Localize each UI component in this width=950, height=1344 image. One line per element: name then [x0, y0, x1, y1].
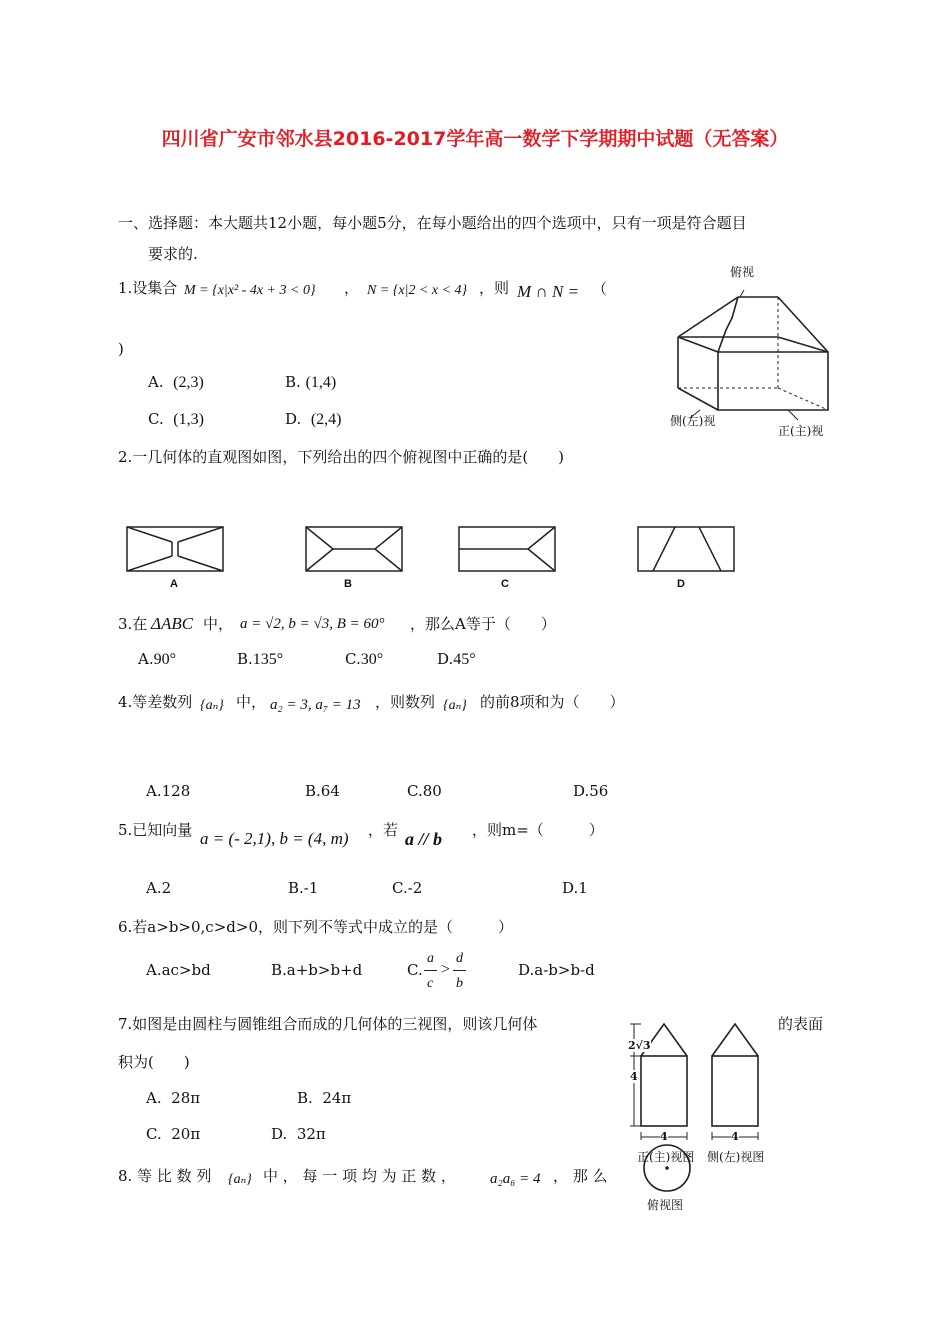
q4-option-a[interactable]: A.128: [146, 782, 191, 800]
q3-stem-prefix: 3.在: [118, 615, 148, 633]
q3-option-d[interactable]: D.45°: [437, 650, 476, 668]
q7-option-a[interactable]: A. 28π: [146, 1089, 201, 1107]
q6-option-a[interactable]: A.ac>bd: [146, 961, 211, 979]
q1-set-m: M = {x|x² - 4x + 3 < 0}: [184, 283, 316, 298]
q6-c-frac1-num: a: [427, 951, 434, 966]
q1-set-n: N = {x|2 < x < 4}: [367, 283, 468, 298]
fig7-dim-width-side: 4: [731, 1130, 739, 1143]
q1-close-paren: ): [118, 340, 124, 358]
q6-option-d[interactable]: D.a-b>b-d: [518, 961, 595, 979]
q8-mid: 中 ， 每 一 项 均 为 正 数 ，: [263, 1167, 456, 1185]
q7-stem-line1: 7.如图是由圆柱与圆锥组合而成的几何体的三视图，则该几何体: [118, 1015, 538, 1033]
q6-c-frac1-bar: [424, 970, 437, 971]
q4-condition: a₂ = 3, a₇ = 13: [270, 697, 361, 713]
q4-mid: 中，: [236, 693, 267, 711]
q2-label-a: A: [170, 578, 178, 590]
q8-condition: a₂a₆ = 4: [490, 1171, 541, 1187]
section-instruction-line2: 要求的.: [148, 245, 198, 263]
q4-option-c[interactable]: C.80: [407, 782, 442, 800]
q3-triangle: ΔABC: [151, 614, 194, 633]
q2-label-b: B: [344, 578, 352, 590]
q5-vectors: a = (- 2,1), b = (4, m): [200, 829, 349, 848]
q6-c-frac2-num: d: [456, 951, 463, 966]
fig7-dim-cone: 2√3: [628, 1039, 651, 1052]
q3-suffix: ，那么A等于（ ）: [410, 615, 556, 633]
q1-stem-prefix: 1.设集合: [118, 279, 178, 297]
q8-suffix: ， 那 么: [553, 1167, 608, 1185]
q5-option-b[interactable]: B.-1: [288, 879, 319, 897]
q5-stem-prefix: 5.已知向量: [118, 821, 193, 839]
q5-mid: ，若: [368, 821, 399, 839]
q4-option-d[interactable]: D.56: [573, 782, 609, 800]
q7-option-c[interactable]: C. 20π: [146, 1125, 201, 1143]
page-title: 四川省广安市邻水县2016-2017学年高一数学下学期期中试题（无答案）: [161, 128, 789, 150]
q3-mid: 中，: [203, 615, 234, 633]
q5-option-d[interactable]: D.1: [562, 879, 588, 897]
q2-label-d: D: [677, 578, 685, 590]
q4-suffix: 的前8项和为（ ）: [480, 693, 625, 711]
q3-option-a[interactable]: A.90°: [138, 650, 177, 668]
q1-sep: ，: [344, 279, 360, 297]
q1-option-a[interactable]: A. (2,3): [148, 373, 204, 391]
q1-option-d[interactable]: D. (2,4): [285, 410, 342, 428]
q6-c-frac2-den: b: [456, 976, 463, 991]
section-instruction-line1: 一、选择题：本大题共12小题，每小题5分，在每小题给出的四个选项中，只有一项是符合题目: [118, 214, 747, 232]
q5-condition: a // b: [405, 829, 443, 849]
q8-sequence: {aₙ}: [228, 1172, 252, 1187]
q7-stem-tail: 的表面: [778, 1015, 824, 1033]
fig1-right-label: 正(主)视: [778, 424, 824, 438]
q6-option-b[interactable]: B.a+b>b+d: [271, 961, 363, 979]
fig1-top-label: 俯视: [730, 265, 755, 279]
q2-choice-d-figure[interactable]: [637, 526, 735, 572]
q8-stem-prefix: 8. 等 比 数 列: [118, 1167, 212, 1185]
q6-stem: 6.若a>b>0,c>d>0，则下列不等式中成立的是（ ）: [118, 918, 513, 936]
fig7-dim-cyl: 4: [630, 1070, 638, 1083]
q1-open-paren: （: [592, 280, 608, 298]
q6-option-c-label[interactable]: C.: [407, 961, 423, 979]
q2-choice-c-figure[interactable]: [458, 526, 556, 572]
fig1-left-label: 侧(左)视: [670, 414, 716, 428]
q3-condition: a = √2, b = √3, B = 60°: [240, 616, 385, 632]
q3-option-b[interactable]: B.135°: [237, 650, 284, 668]
q1-then: ，则: [479, 279, 510, 297]
q4-sequence: {aₙ}: [200, 698, 224, 713]
q1-option-c[interactable]: C. (1,3): [148, 410, 204, 428]
fig7-front-label: 正(主)视图: [637, 1150, 695, 1164]
q6-c-op: >: [441, 961, 451, 978]
q2-choice-a-figure[interactable]: [126, 526, 224, 572]
q6-c-frac2-bar: [453, 970, 466, 971]
q6-c-frac1-den: c: [427, 976, 434, 991]
q4-stem-prefix: 4.等差数列: [118, 693, 193, 711]
q5-option-c[interactable]: C.-2: [392, 879, 423, 897]
q1-option-b[interactable]: B. (1,4): [285, 373, 337, 391]
q5-suffix: ，则m=（ ）: [472, 821, 604, 839]
q7-option-b[interactable]: B. 24π: [297, 1089, 352, 1107]
q5-option-a[interactable]: A.2: [146, 879, 172, 897]
q2-choice-b-figure[interactable]: [305, 526, 403, 572]
q3-option-c[interactable]: C.30°: [345, 650, 384, 668]
fig7-top-label: 俯视图: [647, 1198, 684, 1212]
q2-stem: 2.一几何体的直观图如图，下列给出的四个俯视图中正确的是( ): [118, 448, 565, 466]
q2-label-c: C: [501, 578, 509, 590]
q1-expr: M ∩ N =: [517, 282, 579, 301]
q7-option-d[interactable]: D. 32π: [271, 1125, 326, 1143]
q4-option-b[interactable]: B.64: [305, 782, 340, 800]
q7-stem-line2: 积为( ): [118, 1053, 190, 1071]
fig7-side-label: 侧(左)视图: [707, 1150, 765, 1164]
fig7-dim-width-front: 4: [660, 1130, 668, 1143]
q4-mid2: ，则数列: [375, 693, 436, 711]
q4-sequence-2: {aₙ}: [443, 698, 467, 713]
